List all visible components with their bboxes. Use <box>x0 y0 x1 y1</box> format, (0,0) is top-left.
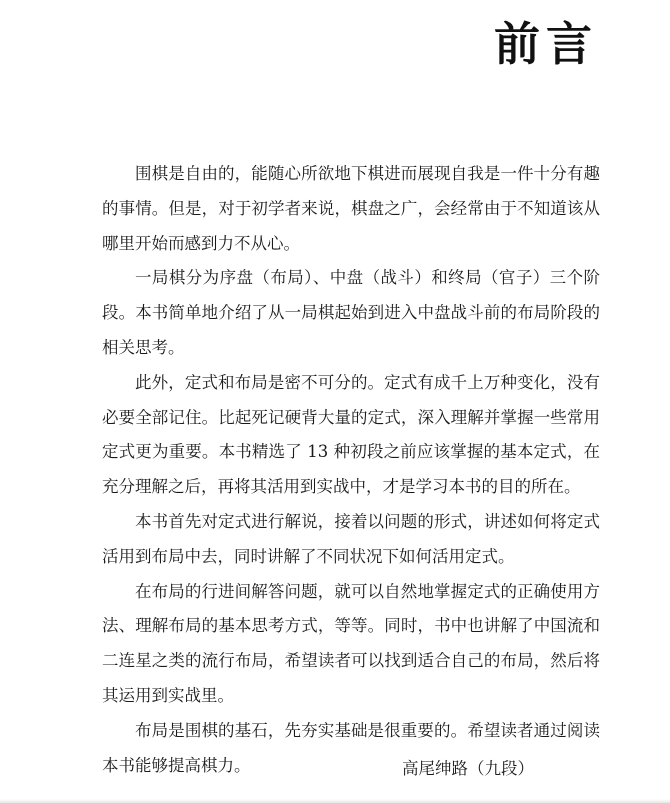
author-signature: 高尾绅路（九段） <box>402 759 534 778</box>
paragraph: 围棋是自由的，能随心所欲地下棋进而展现自我是一件十分有趣的事情。但是，对于初学者来说，棋盘之广，会经常由于不知道该从哪里开始而感到力不从心。 <box>102 164 600 253</box>
paragraph: 此外，定式和布局是密不可分的。定式有成千上万种变化，没有必要全部记住。比起死记硬背大量的定式，深入理解并掌握一些常用定式更为重要。本书精选了 13 种初段之前应该掌握的基本定式，在充分理解之后，再将其活用到实战中，才是学习本书的目的所在。 <box>102 372 600 497</box>
page-bottom-edge <box>0 799 670 803</box>
paragraph: 本书首先对定式进行解说，接着以问题的形式，讲述如何将定式活用到布局中去，同时讲解了不同状况下如何活用定式。 <box>102 511 600 566</box>
preface-body <box>102 157 600 783</box>
paragraph: 布局是围棋的基石，先夯实基础是很重要的。希望读者通过阅读本书能够提高棋力。 <box>102 720 600 775</box>
page-title: 前言 <box>494 17 598 71</box>
paragraph: 在布局的行进间解答问题，就可以自然地掌握定式的正确使用方法、理解布局的基本思考方式，等等。同时，书中也讲解了中国流和二连星之类的流行布局，希望读者可以找到适合自己的布局，然后将其运用到实战里。 <box>102 581 600 705</box>
paragraph: 一局棋分为序盘（布局）、中盘（战斗）和终局（官子）三个阶段。本书简单地介绍了从一局棋起始到进入中盘战斗前的布局阶段的相关思考。 <box>102 268 600 357</box>
